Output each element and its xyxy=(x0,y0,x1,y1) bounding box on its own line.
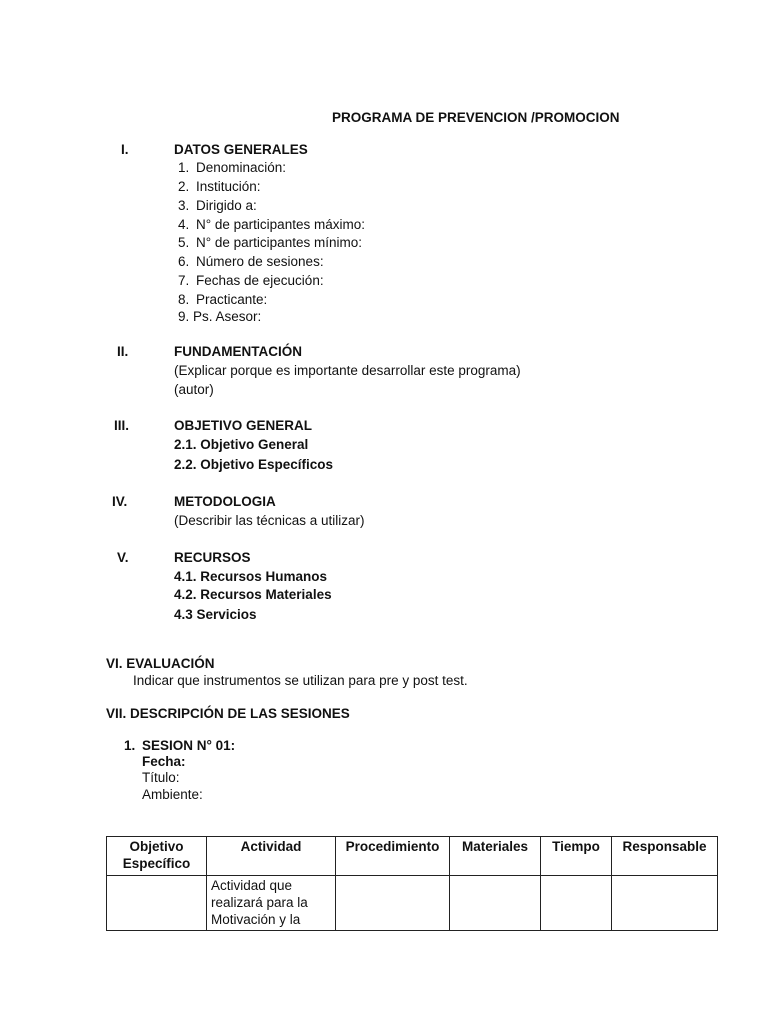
list-item: Dirigido a: xyxy=(196,198,257,213)
list-item: Fechas de ejecución: xyxy=(196,273,324,288)
list-item: Practicante: xyxy=(196,292,268,307)
table-header-cell: Procedimiento xyxy=(336,837,450,876)
list-item-number: 8. xyxy=(178,292,190,307)
section-3-heading: OBJETIVO GENERAL xyxy=(174,418,313,433)
section-1-heading: DATOS GENERALES xyxy=(174,142,308,157)
list-item: Denominación: xyxy=(196,160,287,175)
section-5-subitem: 4.3 Servicios xyxy=(174,607,257,622)
section-7-heading: VII. DESCRIPCIÓN DE LAS SESIONES xyxy=(106,706,350,721)
session-fecha: Fecha: xyxy=(142,754,186,769)
list-item: N° de participantes máximo: xyxy=(196,217,365,232)
table-cell: Actividad que realizará para la Motivación y la xyxy=(207,875,336,931)
session-ambiente: Ambiente: xyxy=(142,787,203,802)
section-5-number: V. xyxy=(117,550,129,565)
list-item: Número de sesiones: xyxy=(196,254,324,269)
session-titulo: Título: xyxy=(142,770,180,785)
section-3-subitem: 2.2. Objetivo Específicos xyxy=(174,457,334,472)
section-4-number: IV. xyxy=(112,494,128,509)
session-title: SESION N° 01: xyxy=(142,738,236,753)
table-cell xyxy=(107,875,207,931)
section-1-number: I. xyxy=(121,142,129,157)
section-6-text: Indicar que instrumentos se utilizan para pre y post test. xyxy=(133,673,468,688)
table-cell xyxy=(336,875,450,931)
list-item: N° de participantes mínimo: xyxy=(196,235,362,250)
section-4-text: (Describir las técnicas a utilizar) xyxy=(174,513,365,528)
list-item: Institución: xyxy=(196,179,261,194)
table-row xyxy=(107,875,718,931)
table-header-cell: Tiempo xyxy=(541,837,612,876)
table-cell xyxy=(612,875,718,931)
section-2-text: (Explicar porque es importante desarrollar este programa) xyxy=(174,363,521,378)
section-4-heading: METODOLOGIA xyxy=(174,494,276,509)
list-item-number: 5. xyxy=(178,235,190,250)
section-3-number: III. xyxy=(114,418,130,433)
table-header-cell: Responsable xyxy=(612,837,718,876)
table-cell xyxy=(541,875,612,931)
section-2-author: (autor) xyxy=(174,382,214,397)
table-cell xyxy=(450,875,541,931)
section-5-heading: RECURSOS xyxy=(174,550,251,565)
list-item-number: 1. xyxy=(178,160,190,175)
session-table xyxy=(106,836,718,931)
list-item-number: 2. xyxy=(178,179,190,194)
section-5-subitem: 4.2. Recursos Materiales xyxy=(174,587,332,602)
session-number: 1. xyxy=(124,738,136,753)
table-header-row xyxy=(107,837,718,876)
section-2-heading: FUNDAMENTACIÓN xyxy=(174,344,302,359)
list-item-number: 3. xyxy=(178,198,190,213)
section-3-subitem: 2.1. Objetivo General xyxy=(174,437,309,452)
table-header-cell: Actividad xyxy=(207,837,336,876)
section-2-number: II. xyxy=(117,344,129,359)
list-item: 9. Ps. Asesor: xyxy=(178,309,262,324)
list-item-number: 4. xyxy=(178,217,190,232)
table-header-cell: Objetivo Específico xyxy=(107,837,207,876)
section-6-heading: VI. EVALUACIÓN xyxy=(106,656,215,671)
table-header-cell: Materiales xyxy=(450,837,541,876)
document-title: PROGRAMA DE PREVENCION /PROMOCION xyxy=(332,110,620,125)
section-5-subitem: 4.1. Recursos Humanos xyxy=(174,569,328,584)
list-item-number: 7. xyxy=(178,273,190,288)
list-item-number: 6. xyxy=(178,254,190,269)
